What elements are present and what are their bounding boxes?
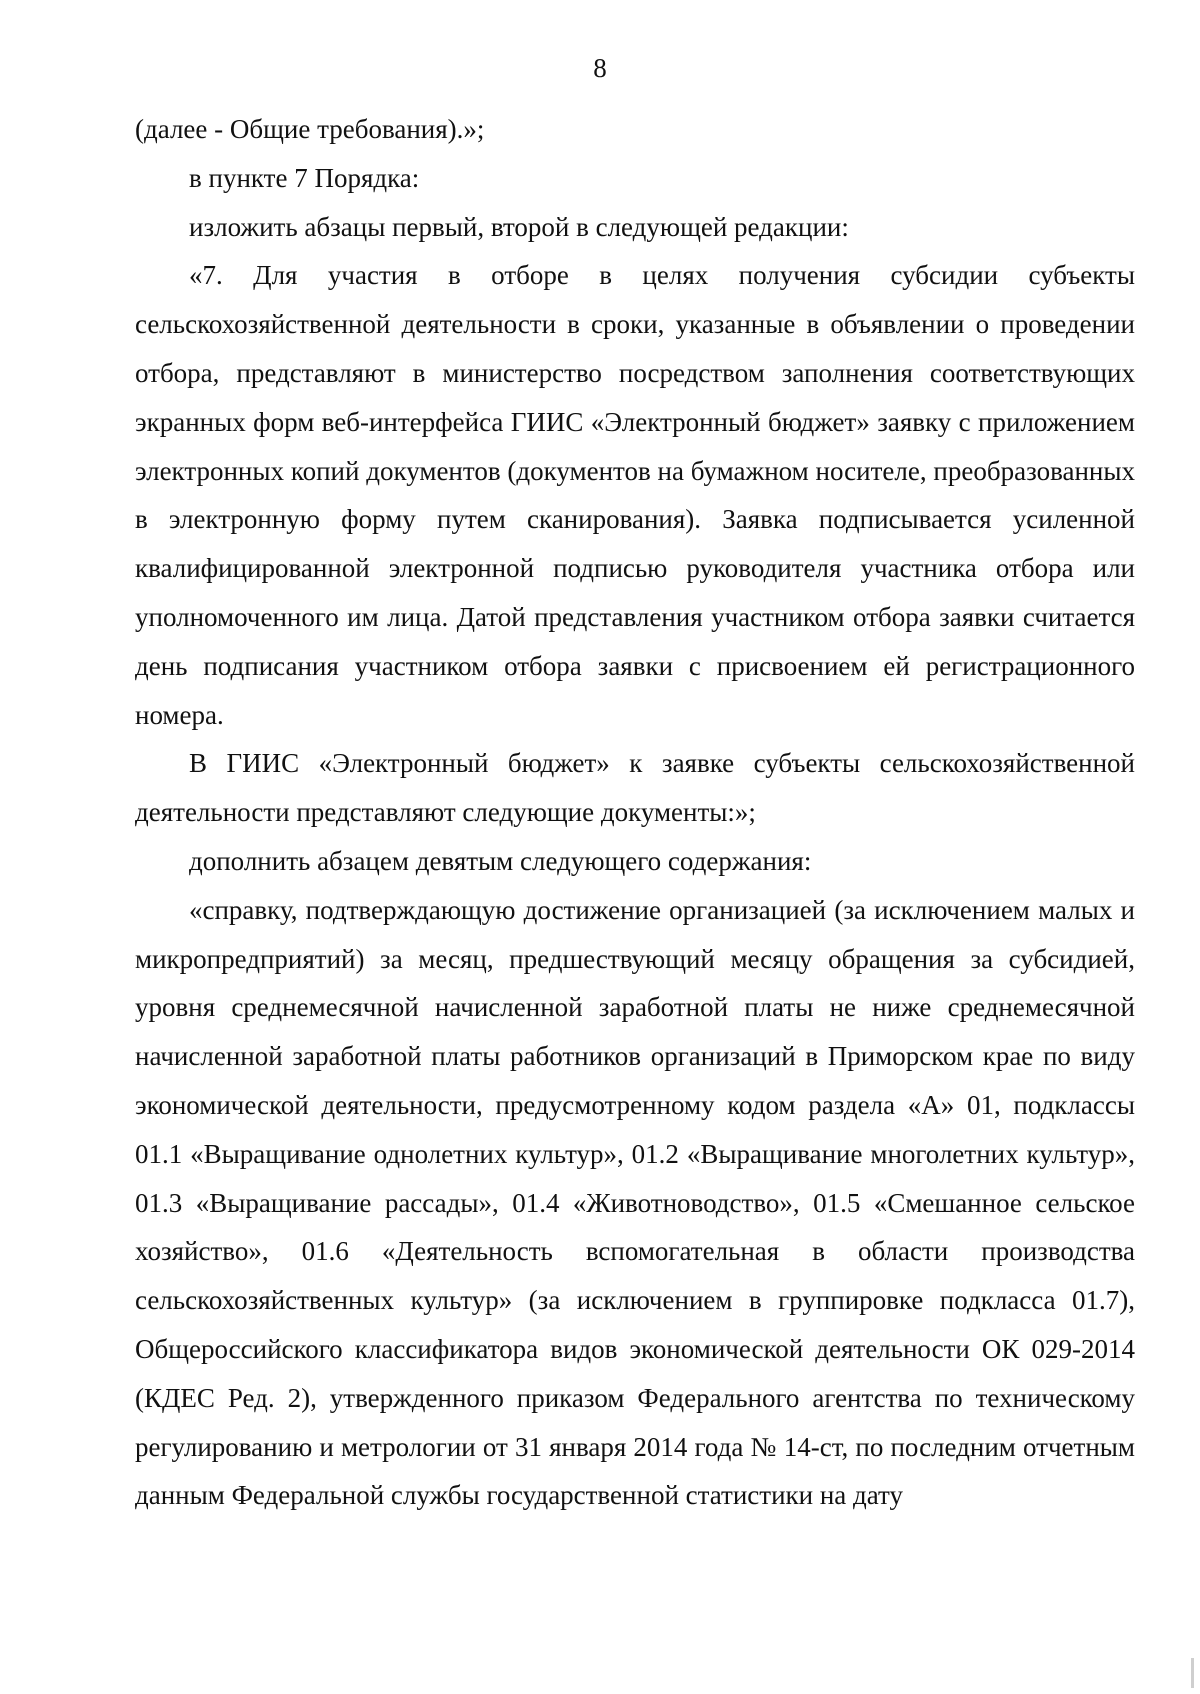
paragraph-addition-instruction: дополнить абзацем девятым следующего содержания: — [189, 845, 812, 876]
page-number: 8 — [593, 53, 607, 83]
paragraph-item-7: «7. Для участия в отборе в целях получения субсидии субъекты сельскохозяйственной деятельности в сроки, указанные в объявлении о проведении отбора, представляют в министерство посредством заполнения соответствующих экранных форм веб-интерфейса ГИИС «Электронный бюджет» заявку с приложением электронных копий документов (документов на бумажном носителе, преобразованных в электронную форму путем сканирования). Заявка подписывается усиленной квалифицированной электронной подписью руководителя участника отбора или уполномоченного им лица. Датой представления участником отбора заявки считается день подписания участником отбора заявки с присвоением ей регистрационного номера. — [135, 260, 1135, 730]
paragraph-certificate-text: «справку, подтверждающую достижение организацией (за исключением малых и микропредприятий) за месяц, предшествующий месяцу обращения за субсидией, уровня среднемесячной начисленной заработной платы не ниже среднемесячной начисленной заработной платы работников организаций в Приморском крае по виду экономической деятельности, предусмотренному кодом раздела «А» 01, подклассы 01.1 «Выращивание однолетних культур», 01.2 «Выращивание многолетних культур», 01.3 «Выращивание рассады», 01.4 «Животноводство», 01.5 «Смешанное сельское хозяйство», 01.6 «Деятельность вспомогательная в области производства сельскохозяйственных культур» (за исключением в группировке подкласса 01.7), Общероссийского классификатора видов экономической деятельности ОК 029-2014 (КДЕС Ред. 2), утвержденного приказом Федерального агентства по техническому регулированию и метрологии от 31 января 2014 года № 14-ст, по последним отчетным данным Федеральной службы государственной статистики на дату — [135, 894, 1135, 1511]
paragraph-documents-intro: В ГИИС «Электронный бюджет» к заявке субъекты сельскохозяйственной деятельности представляют следующие документы:»; — [135, 748, 1135, 828]
document-body — [135, 105, 1135, 1520]
paragraph-continuation: (далее - Общие требования).»; — [135, 114, 485, 144]
scan-edge-mark — [1191, 1658, 1194, 1688]
paragraph-amendment-point: в пункте 7 Порядка: — [189, 162, 420, 193]
paragraph-instruction: изложить абзацы первый, второй в следующей редакции: — [189, 211, 849, 242]
